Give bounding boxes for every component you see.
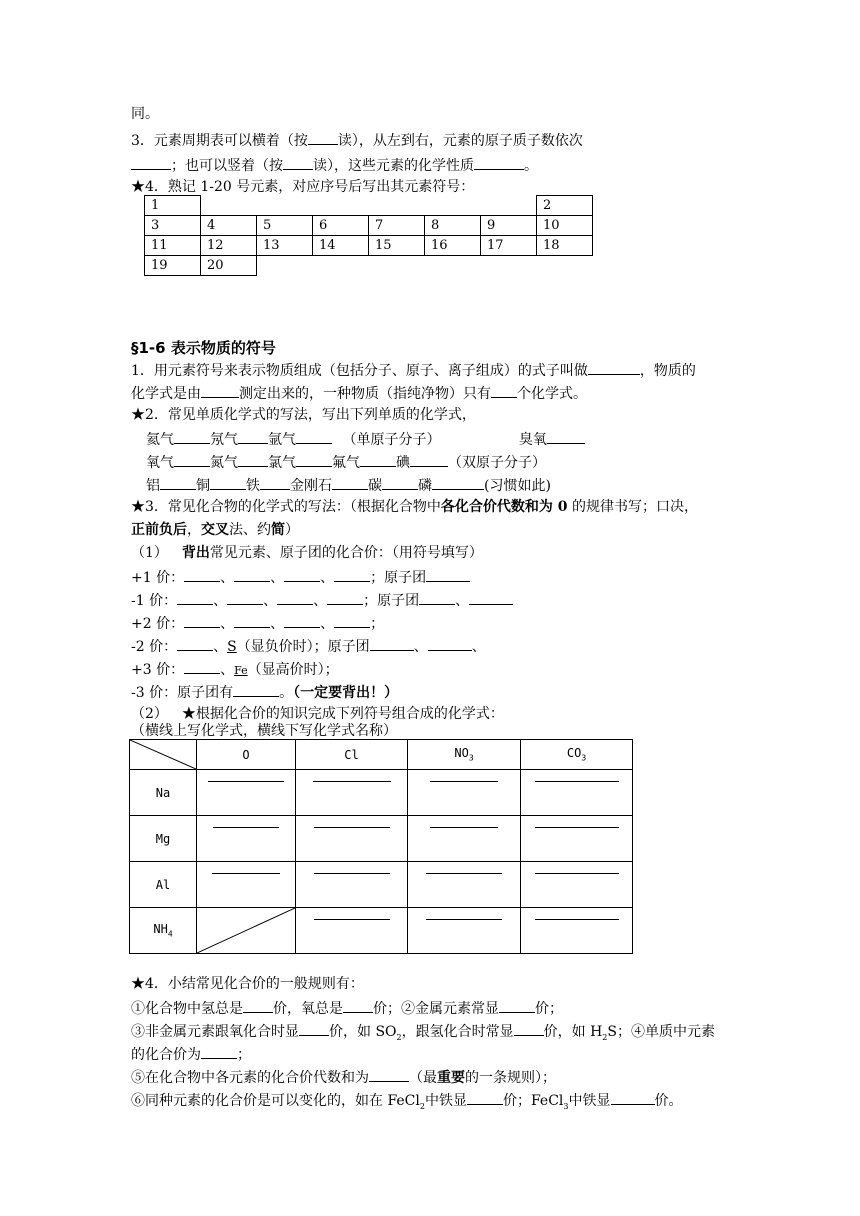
answer-blank[interactable]	[432, 475, 484, 490]
col-header: $NO_3$	[408, 740, 521, 770]
valence-label: （显负价时）；原子团	[236, 639, 370, 655]
answer-blank[interactable]	[360, 452, 396, 467]
answer-blank[interactable]	[547, 429, 585, 444]
element-cell[interactable]: 2	[537, 196, 593, 216]
corner-cell	[130, 740, 197, 770]
intro-text-tong: 同。	[131, 106, 159, 122]
question-4: ★4．熟记 1-20 号元素，对应序号后写出其元素符号：	[131, 179, 475, 195]
rule-line-3	[131, 1044, 251, 1064]
rule-text: ；	[237, 1047, 251, 1063]
formula-cell[interactable]	[408, 862, 521, 908]
answer-blank[interactable]	[296, 452, 332, 467]
rule-line-1	[131, 998, 563, 1018]
valence-label: +3 价：	[131, 662, 185, 678]
element-cell[interactable]: 8	[425, 216, 481, 236]
row-header: Mg	[130, 816, 197, 862]
col-header: $CO_3$	[521, 740, 633, 770]
row-header: $NH_4$	[130, 908, 197, 954]
element-cell[interactable]: 3	[145, 216, 201, 236]
periodic-table-1-20	[144, 195, 593, 276]
answer-blank[interactable]	[419, 590, 455, 605]
question-3-line2	[131, 155, 538, 175]
s1-text: 常见元素、原子团的化合价：（用符号填写）	[209, 545, 483, 561]
s1-num: （1）	[131, 545, 168, 561]
rule-text: 价，氧总是	[273, 1001, 343, 1017]
answer-blank[interactable]	[327, 590, 363, 605]
element-cell[interactable]: 17	[481, 236, 537, 256]
rule-text: 价；	[535, 1001, 563, 1017]
element-cell[interactable]: 9	[481, 216, 537, 236]
p1-text: ，物质的	[639, 363, 696, 379]
formula-cell[interactable]	[296, 770, 408, 816]
answer-blank[interactable]	[283, 155, 313, 170]
answer-blank[interactable]	[238, 429, 268, 444]
rule-line-2: ③非金属元素跟氧化合时显 价，如 $SO_2$，跟氢化合时常显 价，如 $H_2S$；④单质中元素	[131, 1021, 715, 1047]
element-cell[interactable]: 19	[145, 256, 201, 276]
question-3-line1	[131, 130, 583, 150]
answer-blank[interactable]	[299, 1021, 329, 1036]
answer-blank[interactable]	[343, 998, 373, 1013]
element-cell[interactable]: 4	[201, 216, 257, 236]
valence-label: -1 价：	[131, 593, 178, 609]
element-cell[interactable]: 12	[201, 236, 257, 256]
element-cell[interactable]: 7	[369, 216, 425, 236]
formula-cell[interactable]	[521, 908, 633, 954]
answer-blank[interactable]	[260, 475, 290, 490]
valence-plus2: +2 价： 、 、 、 ；	[131, 613, 384, 633]
formula-cell[interactable]	[521, 816, 633, 862]
answer-blank[interactable]	[410, 452, 448, 467]
valence-label: （显高价时）；	[247, 662, 339, 678]
q3-text: 读），这些元素的化学性质	[313, 158, 474, 174]
element-name: 铁	[246, 478, 260, 494]
symbol-fe: Fe	[234, 664, 248, 677]
section-title: §1-6 表示物质的符号	[131, 339, 276, 357]
valence-label: ；原子团	[363, 593, 420, 609]
answer-blank[interactable]	[131, 155, 171, 170]
answer-blank[interactable]	[184, 613, 220, 628]
formula-cell[interactable]	[408, 816, 521, 862]
answer-blank[interactable]	[382, 475, 418, 490]
answer-blank[interactable]	[334, 613, 370, 628]
element-cell[interactable]: 20	[201, 256, 257, 276]
p1-line2	[131, 383, 587, 403]
element-cell[interactable]: 13	[257, 236, 313, 256]
rule-text: 价，如 SO	[329, 1024, 397, 1040]
note: (习惯如此)	[484, 478, 551, 494]
answer-blank[interactable]	[184, 567, 220, 582]
formula-cell[interactable]	[408, 908, 521, 954]
element-name: 氯气	[268, 455, 296, 471]
valence-label: -3 价：原子团有	[131, 685, 234, 701]
answer-blank[interactable]	[426, 567, 470, 582]
diagonal-line	[197, 908, 295, 953]
p3-text: ，	[187, 522, 201, 538]
answer-blank[interactable]	[284, 613, 320, 628]
row-header: Al	[130, 862, 197, 908]
answer-blank[interactable]	[467, 1090, 503, 1105]
answer-blank[interactable]	[514, 1021, 544, 1036]
element-name: 氩气	[268, 432, 296, 448]
rule-text: 中铁显	[424, 1093, 467, 1109]
formula-cell[interactable]	[296, 816, 408, 862]
answer-blank[interactable]	[334, 567, 370, 582]
element-cell[interactable]: 15	[369, 236, 425, 256]
element-name: 磷	[418, 478, 432, 494]
valence-plus3: +3 价： 、Fe（显高价时）；	[131, 659, 339, 680]
answer-blank[interactable]	[177, 636, 213, 651]
answer-blank[interactable]	[210, 475, 246, 490]
crossed-cell	[197, 908, 296, 954]
s2-num: （2）	[131, 706, 168, 722]
p3-line1	[131, 498, 698, 516]
rule-text: 价；FeCl	[502, 1093, 564, 1109]
row-header: Na	[130, 770, 197, 816]
element-name: 氟气	[332, 455, 360, 471]
element-cell[interactable]: 11	[145, 236, 201, 256]
p1-line1	[131, 360, 696, 380]
element-name: 铝	[146, 478, 160, 494]
valence-label: ；原子团	[370, 570, 427, 586]
rule-text: 的化合价为	[131, 1047, 201, 1063]
formula-cell[interactable]	[521, 862, 633, 908]
rule-text: （最	[409, 1070, 437, 1086]
col-header: O	[197, 740, 296, 770]
answer-blank[interactable]	[308, 130, 338, 145]
rule-text: ⑤在化合物中各元素的化合价代数和为	[131, 1070, 369, 1086]
rule-line-5: ⑥同种元素的化合价是可以变化的，如在 FeCl$_2$中铁显 价；FeCl$_3$中铁显 价。	[131, 1090, 683, 1116]
p3-bold: 正前负后	[131, 522, 187, 538]
q3-text: ；也可以竖着（按	[171, 158, 283, 174]
rule-text: 中铁显	[568, 1093, 611, 1109]
element-name: 氧气	[146, 455, 174, 471]
element-name: 碘	[396, 455, 410, 471]
valence-minus3	[131, 682, 398, 702]
answer-blank[interactable]	[370, 636, 414, 651]
answer-blank[interactable]	[277, 590, 313, 605]
note: （双原子分子）	[448, 455, 546, 471]
element-name: 臭氧	[518, 432, 547, 448]
valence-label: -2 价：	[131, 639, 178, 655]
answer-blank[interactable]	[201, 383, 239, 398]
rule-text: 价，如 H	[543, 1024, 603, 1040]
valence-minus1: -1 价： 、 、 、 ；原子团 、	[131, 590, 513, 610]
p3-line2	[131, 521, 299, 539]
formula-cell[interactable]	[296, 862, 408, 908]
answer-blank[interactable]	[428, 636, 472, 651]
rule-text: ①化合物中氢总是	[131, 1001, 243, 1017]
p3-bold: 各化合价代数和为 0	[440, 499, 568, 515]
s1-title	[131, 544, 483, 562]
answer-blank[interactable]	[243, 998, 273, 1013]
element-cell[interactable]: 14	[313, 236, 369, 256]
valence-minus2: -2 价： 、S（显负价时）；原子团 、 、	[131, 636, 486, 656]
answer-blank[interactable]	[588, 360, 640, 375]
rule-text: ，跟氢化合时常显	[401, 1024, 514, 1040]
p3-text: ）	[285, 522, 299, 538]
p1-text: 1．用元素符号来表示物质组成（包括分子、原子、离子组成）的式子叫做	[131, 363, 588, 379]
compound-table	[129, 739, 633, 954]
answer-blank[interactable]	[234, 613, 270, 628]
answer-blank[interactable]	[284, 567, 320, 582]
answer-blank[interactable]	[227, 590, 263, 605]
p3-text: ★3．常见化合物的化学式的写法：（根据化合物中	[131, 499, 441, 515]
answer-blank[interactable]	[332, 475, 368, 490]
element-cell[interactable]: 5	[257, 216, 313, 236]
q3-text: 3．元素周期表可以横着（按	[131, 133, 308, 149]
p2-row2	[146, 452, 546, 472]
formula-cell[interactable]	[197, 816, 296, 862]
element-name: 铜	[196, 478, 210, 494]
answer-blank[interactable]	[238, 452, 268, 467]
valence-plus1: +1 价： 、 、 、 ；原子团	[131, 567, 470, 587]
p2-row1	[146, 429, 585, 449]
rule-bold: 重要	[437, 1070, 465, 1086]
p2-row3	[146, 475, 551, 495]
emphasis: （一定要背出！）	[293, 685, 399, 701]
rule-text: 价；②金属元素常显	[373, 1001, 499, 1017]
p1-text: 化学式是由	[131, 386, 201, 402]
element-cell[interactable]: 18	[537, 236, 593, 256]
q3-text: 。	[524, 158, 538, 174]
answer-blank[interactable]	[201, 1044, 237, 1059]
element-name: 氖气	[210, 432, 238, 448]
p3-text: 法、约	[229, 522, 271, 538]
valence-label: 。	[279, 685, 294, 701]
formula-cell[interactable]	[197, 862, 296, 908]
answer-blank[interactable]	[499, 998, 535, 1013]
rule-text: ⑥同种元素的化合价是可以变化的，如在 FeCl	[131, 1093, 420, 1109]
p3-bold: 简	[271, 522, 285, 538]
answer-blank[interactable]	[611, 1090, 655, 1105]
symbol-s: S	[227, 639, 237, 655]
formula-cell[interactable]	[197, 770, 296, 816]
s2-text: ★根据化合价的知识完成下列符号组合成的化学式：	[181, 706, 504, 722]
answer-blank[interactable]	[296, 429, 332, 444]
s2-title	[131, 705, 504, 723]
answer-blank[interactable]	[234, 567, 270, 582]
element-name: 氮气	[210, 455, 238, 471]
rule-text: ③非金属元素跟氧化合时显	[131, 1024, 299, 1040]
answer-blank[interactable]	[177, 590, 213, 605]
element-cell[interactable]: 16	[425, 236, 481, 256]
answer-blank[interactable]	[469, 590, 513, 605]
rule-text: 的一条规则）；	[465, 1070, 556, 1086]
formula-cell[interactable]	[408, 770, 521, 816]
formula-cell[interactable]	[296, 908, 408, 954]
element-name: 氦气	[146, 432, 174, 448]
p1-text: 测定出来的，一种物质（指纯净物）只有	[239, 386, 491, 402]
answer-blank[interactable]	[184, 659, 220, 674]
rule-text: S；④单质中元素	[607, 1024, 715, 1040]
rule-text: 价。	[654, 1093, 683, 1109]
formula-cell[interactable]	[521, 770, 633, 816]
answer-blank[interactable]	[491, 383, 517, 398]
answer-blank[interactable]	[233, 682, 279, 697]
valence-label: +2 价：	[131, 616, 185, 632]
p3-text: 的规律书写；口决，	[567, 499, 698, 515]
s2-note: （横线上写化学式，横线下写化学式名称）	[131, 723, 397, 739]
q3-text: 读），从左到右，元素的原子质子数依次	[337, 133, 583, 149]
diagonal-line	[130, 740, 196, 769]
rule-line-4	[131, 1067, 556, 1087]
answer-blank[interactable]	[369, 1067, 409, 1082]
element-cell[interactable]: 6	[313, 216, 369, 236]
rules-title: ★4．小结常见化合价的一般规则有：	[131, 976, 364, 992]
p1-text: 个化学式。	[517, 386, 587, 402]
element-cell[interactable]: 10	[537, 216, 593, 236]
element-name: 碳	[368, 478, 382, 494]
element-cell[interactable]: 1	[145, 196, 201, 216]
answer-blank[interactable]	[160, 475, 196, 490]
answer-blank[interactable]	[474, 155, 524, 170]
note: （单原子分子）	[342, 432, 441, 448]
answer-blank[interactable]	[174, 452, 210, 467]
element-name: 金刚石	[290, 478, 332, 494]
p3-bold: 交叉	[201, 522, 229, 538]
p2-title: ★2．常见单质化学式的写法，写出下列单质的化学式，	[131, 407, 476, 423]
valence-label: +1 价：	[131, 570, 185, 586]
s1-bold: 背出	[181, 545, 210, 561]
col-header: Cl	[296, 740, 408, 770]
answer-blank[interactable]	[174, 429, 210, 444]
